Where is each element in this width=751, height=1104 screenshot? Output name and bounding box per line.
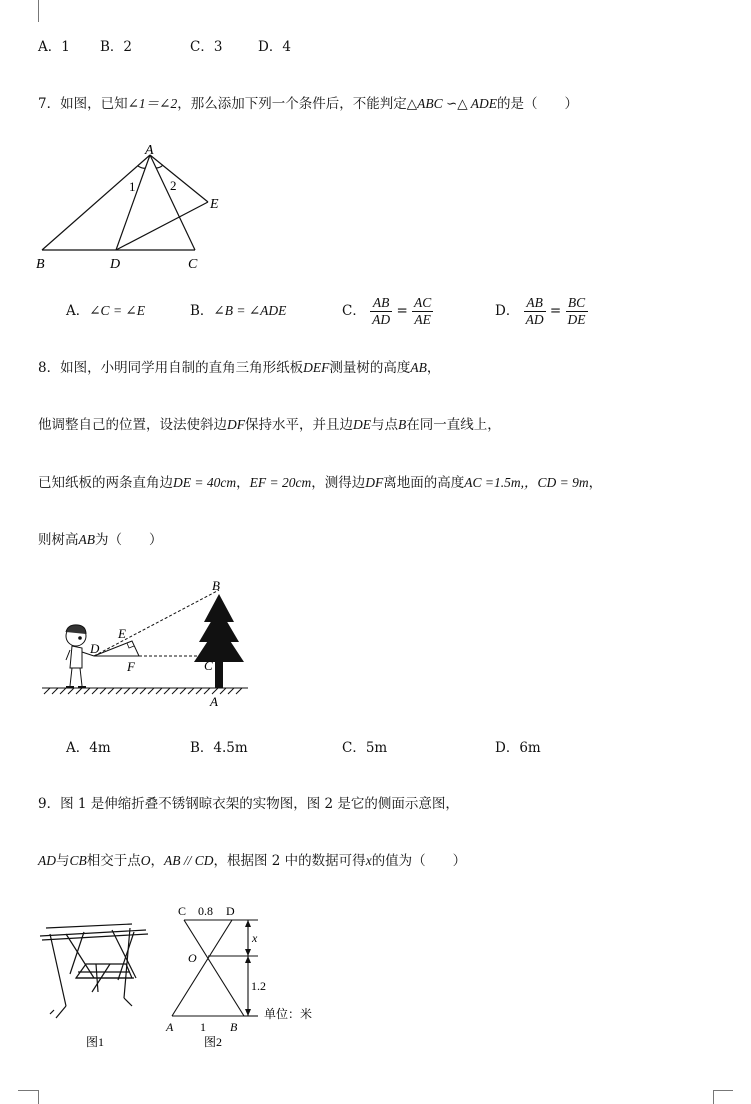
q9-line2-a: AD bbox=[38, 853, 56, 868]
q8-line1-a: 如图，小明同学用自制的直角三角形纸板 bbox=[60, 360, 304, 376]
q9-segment-ad bbox=[172, 920, 232, 1016]
q7-condition: ∠1＝∠2 bbox=[127, 96, 178, 111]
q9-line-1 bbox=[38, 795, 459, 813]
q7-option-d-den-2: DE bbox=[567, 312, 586, 327]
q9-label-unit: 单位：米 bbox=[264, 1007, 313, 1021]
q8-line3-e: ，测得边 bbox=[311, 475, 366, 491]
q9-line2-f: ， bbox=[150, 853, 165, 869]
crop-mark-bottom-left-h bbox=[18, 1090, 38, 1091]
q9-line2-i: x bbox=[365, 853, 372, 868]
q8-option-a: A．4m bbox=[66, 740, 111, 756]
q9-label-x: x bbox=[252, 931, 258, 945]
q8-sight-line bbox=[94, 590, 219, 656]
q8-line3-j: ， bbox=[588, 475, 603, 491]
q8-option-c: C．5m bbox=[342, 740, 388, 756]
q7-option-d-num-1: AB bbox=[524, 295, 546, 312]
q8-line2-f: B bbox=[398, 417, 407, 432]
q9-fig2-caption: 图2 bbox=[204, 1035, 223, 1049]
q7-option-a bbox=[66, 302, 145, 320]
q8-line-3 bbox=[38, 474, 602, 492]
q9-line2-g: AB // CD bbox=[164, 853, 214, 868]
q7-option-c-num-2: AC bbox=[414, 295, 432, 310]
q7-triangles: △ABC ∽△ ADE bbox=[406, 96, 498, 111]
q8-line3-f: DF bbox=[365, 475, 384, 490]
q6-option-a: A．1 bbox=[38, 39, 70, 55]
q7-option-c-eq: = bbox=[396, 303, 408, 319]
q7-option-b-expr: ∠B = ∠ADE bbox=[213, 303, 287, 318]
q7-option-c-frac-2 bbox=[412, 295, 433, 328]
q8-triangle-def bbox=[94, 641, 139, 656]
q8-line4-c: 为（ ） bbox=[95, 532, 163, 548]
q9-label-d: D bbox=[226, 904, 235, 918]
q8-line4-a: 则树高 bbox=[38, 532, 79, 548]
q9-fig2-lines bbox=[172, 920, 258, 1016]
q7-number: 7． bbox=[38, 96, 61, 112]
q6-option-d: D．4 bbox=[258, 39, 291, 55]
q7-option-a-expr: ∠C = ∠E bbox=[89, 303, 145, 318]
q9-number: 9． bbox=[38, 796, 61, 812]
q8-label-a: A bbox=[210, 694, 218, 709]
q8-line1-c: 测量树的高度 bbox=[329, 360, 411, 376]
crop-mark-bottom-left-v bbox=[38, 1090, 39, 1104]
q7-stem-2: ，那么添加下列一个条件后，不能判定 bbox=[177, 96, 407, 112]
q7-label-b: B bbox=[36, 257, 45, 272]
q8-line4-b: AB bbox=[78, 532, 95, 547]
q7-stem bbox=[38, 95, 578, 113]
crop-mark-bottom-right-h bbox=[713, 1090, 733, 1091]
q8-line2-e: 与点 bbox=[371, 417, 398, 433]
q8-line1-d: AB bbox=[410, 360, 427, 375]
q8-line2-d: DE bbox=[353, 417, 371, 432]
q7-option-b bbox=[190, 302, 286, 320]
q9-label-a: A bbox=[166, 1020, 174, 1034]
q8-line3-c: ， bbox=[236, 475, 250, 491]
q8-line2-a: 他调整自己的位置，设法使斜边 bbox=[38, 417, 227, 433]
q7-option-d-num-2: BC bbox=[566, 295, 588, 312]
q7-option-d-frac-1 bbox=[524, 295, 546, 328]
q9-label-h: 1.2 bbox=[251, 979, 266, 993]
q7-segment-ae bbox=[150, 155, 208, 202]
q6-option-c: C．3 bbox=[190, 39, 223, 55]
q8-figure bbox=[36, 576, 256, 710]
q9-line2-e: O bbox=[140, 853, 151, 868]
q7-option-d-frac-2 bbox=[566, 295, 588, 328]
q9-label-top-len: 0.8 bbox=[198, 904, 213, 918]
q8-option-d: D．6m bbox=[495, 740, 541, 756]
crop-mark-bottom-right-v bbox=[713, 1090, 714, 1104]
q8-label-f: F bbox=[127, 659, 135, 674]
q8-number: 8． bbox=[38, 360, 61, 376]
q8-line-4 bbox=[38, 531, 163, 549]
q9-line2-h: ，根据图 2 中的数据可得 bbox=[213, 853, 366, 869]
q7-segment-ac bbox=[150, 155, 195, 250]
q7-angle-2-arc bbox=[156, 165, 163, 168]
q9-figure-2 bbox=[160, 900, 340, 1054]
q7-angle-1-arc bbox=[138, 166, 145, 168]
q8-tree bbox=[194, 594, 244, 688]
q7-stem-3: 的是（ ） bbox=[497, 96, 579, 112]
q8-line3-h: AC =1.5m,， bbox=[464, 475, 538, 490]
q8-line3-g: 离地面的高度 bbox=[383, 475, 465, 491]
q9-segment-cb bbox=[184, 920, 244, 1016]
q7-figure bbox=[30, 138, 230, 274]
q7-label-c: C bbox=[188, 257, 198, 272]
crop-mark-top-left-v bbox=[38, 0, 39, 22]
q8-line3-b: DE = 40cm bbox=[173, 475, 237, 490]
q9-fig1-caption: 图1 bbox=[86, 1035, 105, 1049]
q7-label-e: E bbox=[210, 197, 219, 212]
q7-option-d bbox=[495, 292, 588, 330]
q9-label-bottom-len: 1 bbox=[200, 1020, 206, 1034]
q8-line3-a: 已知纸板的两条直角边 bbox=[38, 475, 173, 491]
q6-option-b: B．2 bbox=[100, 39, 133, 55]
q8-label-b: B bbox=[212, 578, 220, 593]
q9-line2-j: 的值为（ ） bbox=[371, 853, 467, 869]
q7-option-a-prefix: A． bbox=[66, 303, 90, 319]
q9-line2-c: CB bbox=[69, 853, 87, 868]
q9-line2-b: 与 bbox=[56, 853, 70, 869]
q7-option-d-prefix: D． bbox=[495, 303, 520, 319]
q9-line1: 图 1 是伸缩折叠不锈钢晾衣架的实物图，图 2 是它的侧面示意图， bbox=[60, 796, 459, 812]
q8-line2-b: DF bbox=[227, 417, 245, 432]
q9-label-c: C bbox=[178, 904, 187, 918]
q8-line2-g: 在同一直线上， bbox=[406, 417, 501, 433]
q8-line-2 bbox=[38, 416, 501, 434]
q9-line2-d: 相交于点 bbox=[86, 853, 141, 869]
q7-option-d-eq: = bbox=[549, 303, 562, 319]
q7-segment-de bbox=[116, 202, 208, 250]
q7-option-c bbox=[342, 292, 433, 330]
q9-rack-drawing bbox=[40, 924, 148, 1018]
q8-line1-b: DEF bbox=[303, 360, 330, 375]
q7-label-a: A bbox=[145, 143, 154, 158]
q7-option-d-den-1: AD bbox=[525, 312, 544, 327]
q7-option-c-den-1: AD bbox=[372, 312, 391, 327]
q9-label-b: B bbox=[230, 1020, 238, 1034]
q7-label-d: D bbox=[110, 257, 121, 272]
q7-label-2: 2 bbox=[170, 178, 177, 193]
q8-line2-c: 保持水平，并且边 bbox=[245, 417, 353, 433]
q8-label-d: D bbox=[90, 641, 100, 656]
q9-line-2 bbox=[38, 852, 466, 870]
q8-line-1 bbox=[38, 359, 440, 377]
q7-option-c-den-2: AE bbox=[414, 312, 431, 327]
q8-line3-i: CD = 9m bbox=[537, 475, 589, 490]
q8-line3-d: EF = 20cm bbox=[249, 475, 312, 490]
q8-option-b: B．4.5m bbox=[190, 740, 248, 756]
q7-segment-ab bbox=[42, 155, 150, 250]
q7-stem-1: 如图，已知 bbox=[60, 96, 128, 112]
q8-label-e: E bbox=[118, 626, 126, 641]
q7-option-c-prefix: C． bbox=[342, 303, 366, 319]
q9-label-o: O bbox=[188, 951, 197, 965]
q8-line1-e: ， bbox=[426, 360, 441, 376]
q7-option-c-num-1: AB bbox=[370, 295, 392, 312]
q7-option-c-frac-1 bbox=[370, 295, 392, 328]
q8-label-c: C bbox=[204, 658, 213, 673]
q7-option-b-prefix: B． bbox=[190, 303, 214, 319]
q9-figure-1 bbox=[36, 914, 156, 1054]
q7-label-1: 1 bbox=[129, 179, 136, 194]
